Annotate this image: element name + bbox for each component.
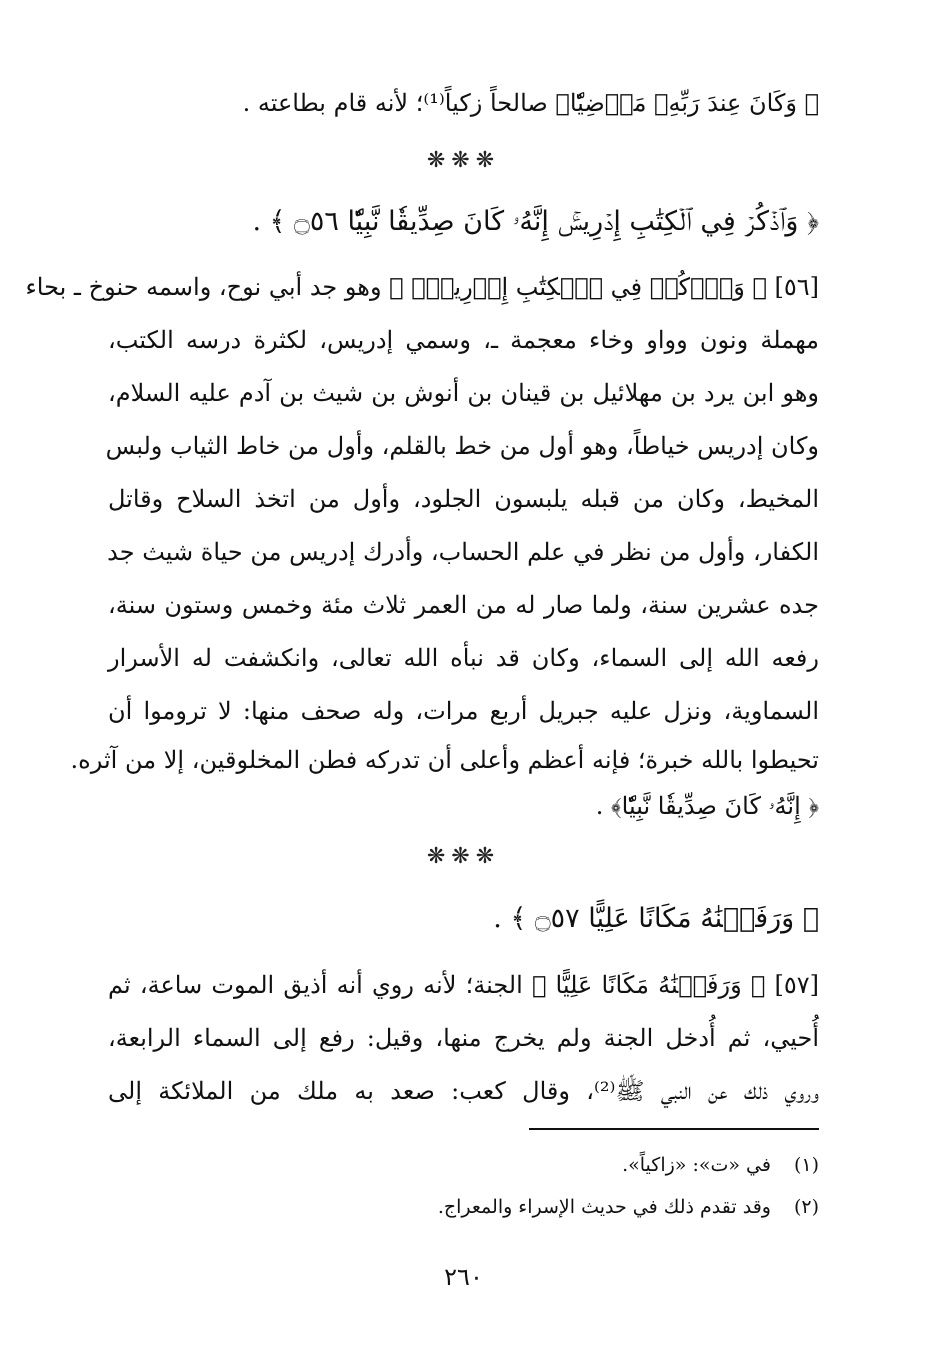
footnote-number: (١): [793, 1154, 819, 1176]
footnote-separator: [529, 1128, 819, 1130]
paragraph-line: المخيط، وكان من قبله يلبسون الجلود، وأول من اتخذ السلاح وقاتل: [108, 485, 819, 513]
paragraph-line: وروي ذلك عن النبي ﷺ⁽²⁾، وقال كعب: صعد به ملك من الملائكة إلى: [108, 1077, 820, 1105]
paragraph-line: [٥٧] ﴿ وَرَفَعۡنَٰهُ مَكَانًا عَلِيًّا ﴾ الجنة؛ لأنه روي أنه أذيق الموت ساعة، ثم: [108, 971, 819, 999]
footnote-1: [300, 1150, 819, 1180]
paragraph-line: رفعه الله إلى السماء، وكان قد نبأه الله تعالى، وانكشفت له الأسرار: [108, 644, 819, 672]
footnote-text: وقد تقدم ذلك في حديث الإسراء والمعراج.: [437, 1196, 771, 1218]
paragraph-line: مهملة ونون وواو وخاء معجمة ـ، وسمي إدريس، لكثرة درسه الكتب،: [108, 326, 819, 354]
footnote-number: (٢): [793, 1196, 819, 1218]
paragraph-line: تحيطوا بالله خبرة؛ فإنه أعظم وأعلى أن تدركه فطن المخلوقين، إلا من آثره.: [70, 746, 819, 774]
paragraph-line: وكان إدريس خياطاً، وهو أول من خط بالقلم، وأول من خاط الثياب ولبس: [105, 432, 819, 460]
page-number: ٢٦٠: [444, 1263, 483, 1291]
quran-verse-56: ﴿ وَٱذۡكُرۡ فِي ٱلۡكِتَٰبِ إِدۡرِيسَۚ إِنَّهُۥ كَانَ صِدِّيقٗا نَّبِيّٗا ۝٥٦ ﴾ .: [252, 206, 819, 237]
paragraph-line: [٥٦] ﴿ وَٱذۡكُرۡ فِي ٱلۡكِتَٰبِ إِدۡرِيسَۚ ﴾ وهو جد أبي نوح، واسمه حنوخ ـ بحاء: [25, 273, 819, 301]
paragraph-line: الكفار، وأول من نظر في علم الحساب، وأدرك إدريس من حياة شيث جد: [107, 538, 819, 566]
section-separator: ❋❋❋: [426, 148, 501, 173]
paragraph-line: ﴿ إِنَّهُۥ كَانَ صِدِّيقٗا نَّبِيّٗا﴾ .: [595, 792, 819, 820]
footnote-text: في «ت»: «زاكياً».: [622, 1154, 771, 1176]
footnote-2: [300, 1192, 819, 1222]
text-line-intro: ﴿ وَكَانَ عِندَ رَبِّهِۦ مَرۡضِيّٗا﴾ صالحاً زكياً⁽¹⁾؛ لأنه قام بطاعته .: [242, 89, 819, 117]
paragraph-line: أُحيي، ثم أُدخل الجنة ولم يخرج منها، وقيل: رفع إلى السماء الرابعة،: [108, 1024, 819, 1052]
paragraph-line: السماوية، ونزل عليه جبريل أربع مرات، وله صحف منها: لا تروموا أن: [108, 697, 819, 725]
section-separator: ❋❋❋: [426, 844, 501, 869]
paragraph-line: وهو ابن يرد بن مهلائيل بن قينان بن أنوش بن شيث بن آدم عليه السلام،: [108, 379, 819, 407]
quran-verse-57: ﴿ وَرَفَعۡنَٰهُ مَكَانًا عَلِيًّا ۝٥٧ ﴾ .: [493, 903, 819, 934]
paragraph-line: جده عشرين سنة، ولما صار له من العمر ثلاث مئة وخمس وستون سنة،: [108, 591, 819, 619]
